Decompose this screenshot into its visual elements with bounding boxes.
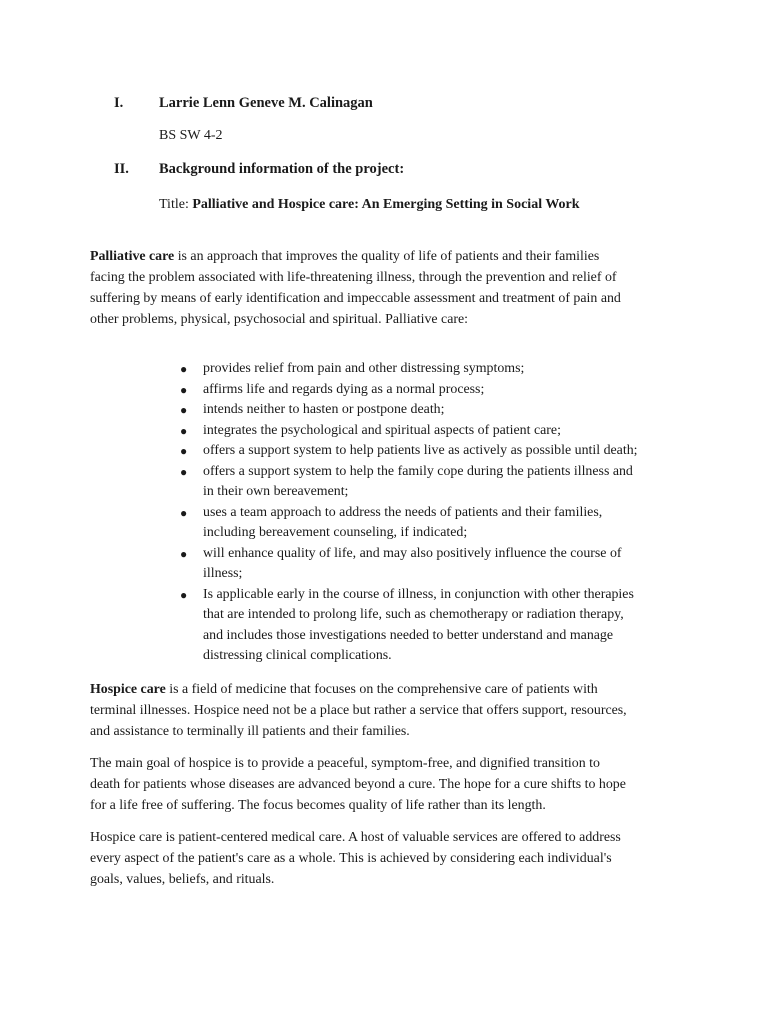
list-item: ● offers a support system to help patients live as actively as possible until death; — [180, 441, 680, 462]
list-item: ● intends neither to hasten or postpone death; — [180, 400, 680, 421]
hospice-line: goals, values, beliefs, and rituals. — [90, 872, 275, 887]
course-section: BS SW 4-2 — [159, 128, 223, 143]
palliative-bullet-list — [180, 359, 680, 667]
hospice-line: and assistance to terminally ill patients and their families. — [90, 724, 410, 739]
palliative-paragraph — [90, 246, 677, 330]
bullet-icon: ● — [180, 587, 188, 602]
hospice-line: every aspect of the patient's care as a whole. This is achieved by considering each individual's — [90, 851, 612, 866]
bullet-icon: ● — [180, 444, 188, 458]
section-number-1: I. — [114, 95, 124, 111]
bullet-icon: ● — [180, 464, 188, 479]
hospice-paragraph-3 — [90, 827, 677, 890]
hospice-term: Hospice care — [90, 682, 166, 697]
background-heading: Background information of the project: — [159, 161, 405, 177]
hospice-paragraph-1 — [90, 679, 677, 742]
hospice-line: death for patients whose diseases are advanced beyond a cure. The hope for a cure shifts to hope — [90, 777, 626, 792]
list-item: ● Is applicable early in the course of illness, in conjunction with other therapies that are intended to prolong life, such as chemotherapy or radiation therapy, and includes those investigations needed to better understand and manage distressing clinical complications. — [180, 586, 634, 663]
title-prefix: Title: — [159, 197, 193, 212]
palliative-line: facing the problem associated with life-threatening illness, through the prevention and relief of — [90, 270, 617, 285]
bullet-icon: ● — [180, 505, 188, 520]
section-number-2: II. — [114, 161, 129, 177]
list-item: ● uses a team approach to address the needs of patients and their families, including bereavement counseling, if indicated; — [180, 504, 603, 540]
bullet-icon: ● — [180, 546, 188, 561]
list-item: ● affirms life and regards dying as a normal process; — [180, 380, 680, 401]
hospice-line: terminal illnesses. Hospice need not be a place but rather a service that offers support, resources, — [90, 703, 627, 718]
list-item: ● integrates the psychological and spiritual aspects of patient care; — [180, 421, 680, 442]
bullet-icon: ● — [180, 403, 188, 417]
hospice-line: for a life free of suffering. The focus becomes quality of life rather than its length. — [90, 798, 546, 813]
palliative-term: Palliative care — [90, 249, 175, 264]
bullet-icon: ● — [180, 423, 188, 438]
hospice-line: Hospice care is a field of medicine that focuses on the comprehensive care of patients with — [90, 682, 598, 697]
palliative-line: other problems, physical, psychosocial and spiritual. Palliative care: — [90, 312, 469, 327]
title-text: Palliative and Hospice care: An Emerging Setting in Social Work — [192, 197, 580, 212]
hospice-line: The main goal of hospice is to provide a peaceful, symptom-free, and dignified transition to — [90, 756, 600, 771]
bullet-icon: ● — [180, 382, 188, 397]
list-item: ● provides relief from pain and other distressing symptoms; — [180, 359, 680, 380]
author-name: Larrie Lenn Geneve M. Calinagan — [159, 95, 373, 111]
palliative-line: suffering by means of early identification and impeccable assessment and treatment of pain and — [90, 291, 621, 306]
project-title — [159, 197, 580, 213]
hospice-paragraph-2 — [90, 753, 677, 816]
hospice-line: Hospice care is patient-centered medical care. A host of valuable services are offered to address — [90, 830, 621, 845]
list-item: ● will enhance quality of life, and may also positively influence the course of illness; — [180, 545, 622, 581]
bullet-icon: ● — [180, 362, 188, 376]
palliative-line: Palliative care is an approach that improves the quality of life of patients and their families — [90, 249, 600, 264]
list-item: ● offers a support system to help the family cope during the patients illness and in their own bereavement; — [180, 463, 633, 499]
